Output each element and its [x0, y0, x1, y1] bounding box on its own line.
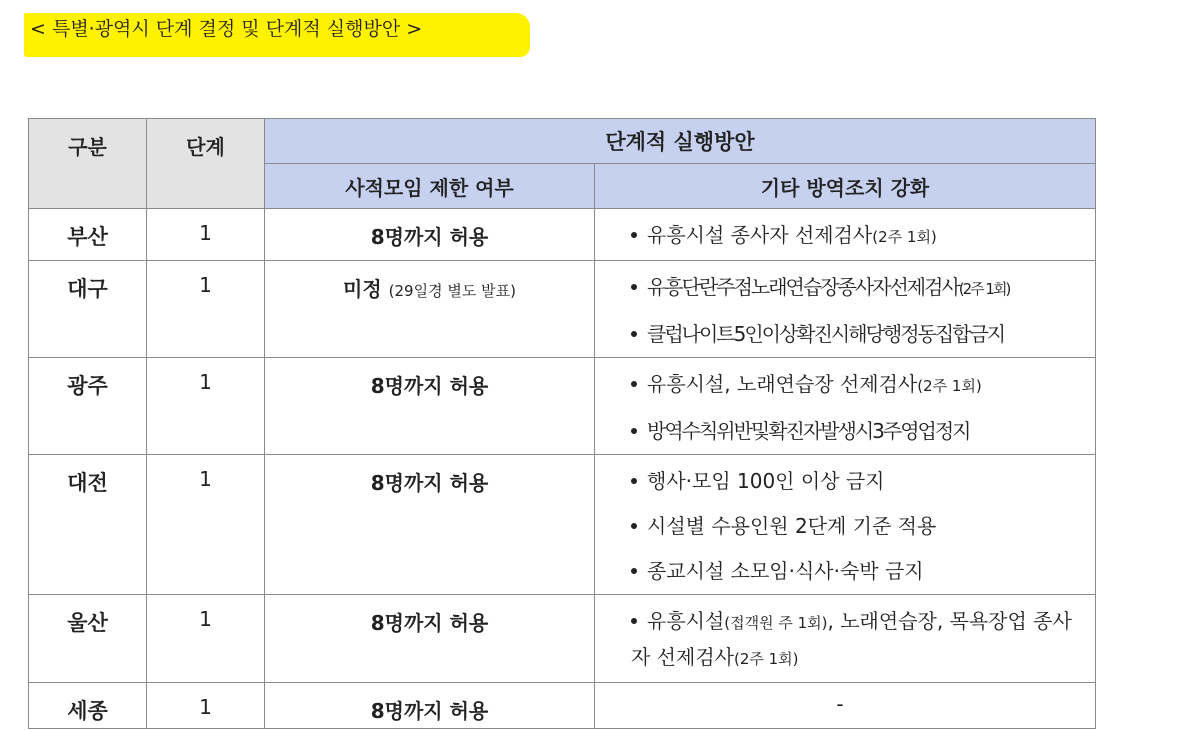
measures-cell — [595, 358, 1096, 455]
measure-text: , 노래연습장, 목욕장업 종사자 선제검사 — [631, 609, 1072, 669]
bullet-icon — [631, 381, 637, 387]
measures-cell — [595, 455, 1096, 595]
table-row — [29, 455, 1096, 595]
limit-cell — [265, 358, 595, 455]
limit-cell — [265, 455, 595, 595]
level-cell: 1 — [147, 455, 265, 595]
list-item — [631, 218, 1085, 254]
limit-text: 8명까지 허용 — [370, 611, 489, 635]
limit-text: 미정 — [343, 277, 382, 301]
measure-text: 행사·모임 100인 이상 금지 — [647, 469, 885, 493]
level-cell: 1 — [147, 595, 265, 683]
list-item — [631, 270, 1085, 306]
limit-cell — [265, 209, 595, 261]
measure-text: 유흥단란주점노래연습장종사자선제검사 — [647, 275, 959, 299]
region-cell: 울산 — [29, 595, 147, 683]
limit-cell — [265, 261, 595, 358]
level-cell: 1 — [147, 358, 265, 455]
region-cell: 대구 — [29, 261, 147, 358]
measure-text: 유흥시설 — [647, 609, 725, 633]
bullet-icon — [631, 232, 637, 238]
measure-note: (2주 1회) — [958, 280, 1010, 298]
table-row — [29, 683, 1096, 729]
empty-measure: - — [836, 692, 844, 716]
limit-text: 8명까지 허용 — [370, 699, 489, 723]
measure-text: 종교시설 소모임·식사·숙박 금지 — [647, 559, 924, 583]
bullet-icon — [631, 568, 637, 574]
level-cell: 1 — [147, 683, 265, 729]
list-item — [631, 464, 1085, 498]
bullet-icon — [631, 523, 637, 529]
list-item — [631, 554, 1085, 588]
stage-table — [28, 118, 1096, 729]
header-category: 구분 — [29, 119, 147, 209]
page-title: < 특별·광역시 단계 결정 및 단계적 실행방안 > — [24, 13, 530, 57]
measure-text: 유흥시설, 노래연습장 선제검사 — [647, 372, 918, 396]
table-row — [29, 595, 1096, 683]
measure-note: (2주 1회) — [917, 377, 982, 395]
measures-cell — [595, 595, 1096, 683]
list-item — [631, 604, 1085, 676]
header-level: 단계 — [147, 119, 265, 209]
level-cell: 1 — [147, 261, 265, 358]
header-gathering: 사적모임 제한 여부 — [265, 164, 595, 209]
table-row — [29, 358, 1096, 455]
list-item — [631, 367, 1085, 403]
region-cell: 광주 — [29, 358, 147, 455]
limit-text: 8명까지 허용 — [370, 225, 489, 249]
limit-cell — [265, 595, 595, 683]
list-item — [631, 414, 1085, 448]
header-plan: 단계적 실행방안 — [265, 119, 1096, 164]
bullet-icon — [631, 618, 637, 624]
header-other-measures: 기타 방역조치 강화 — [595, 164, 1096, 209]
table-row — [29, 209, 1096, 261]
measure-note: (2주 1회) — [872, 228, 937, 246]
measure-note: (2주 1회) — [733, 650, 799, 668]
limit-text: 8명까지 허용 — [370, 374, 489, 398]
region-cell: 부산 — [29, 209, 147, 261]
bullet-icon — [631, 478, 637, 484]
measure-note: (접객원 주 1회) — [724, 614, 828, 632]
limit-note: (29일경 별도 발표) — [388, 282, 516, 300]
bullet-icon — [631, 284, 637, 290]
measures-cell — [595, 209, 1096, 261]
measure-text: 유흥시설 종사자 선제검사 — [647, 223, 873, 247]
list-item — [631, 509, 1085, 543]
bullet-icon — [631, 428, 637, 434]
region-cell: 세종 — [29, 683, 147, 729]
measure-text: 클럽나이트5인이상확진시해당행정동집합금지 — [647, 322, 1005, 346]
measures-cell — [595, 683, 1096, 729]
measures-cell — [595, 261, 1096, 358]
level-cell: 1 — [147, 209, 265, 261]
table-row — [29, 261, 1096, 358]
limit-cell — [265, 683, 595, 729]
region-cell: 대전 — [29, 455, 147, 595]
bullet-icon — [631, 331, 637, 337]
measure-text: 시설별 수용인원 2단계 기준 적용 — [647, 514, 937, 538]
measure-text: 방역수칙위반및확진자발생시3주영업정지 — [647, 419, 970, 443]
limit-text: 8명까지 허용 — [370, 471, 489, 495]
list-item — [631, 317, 1085, 351]
